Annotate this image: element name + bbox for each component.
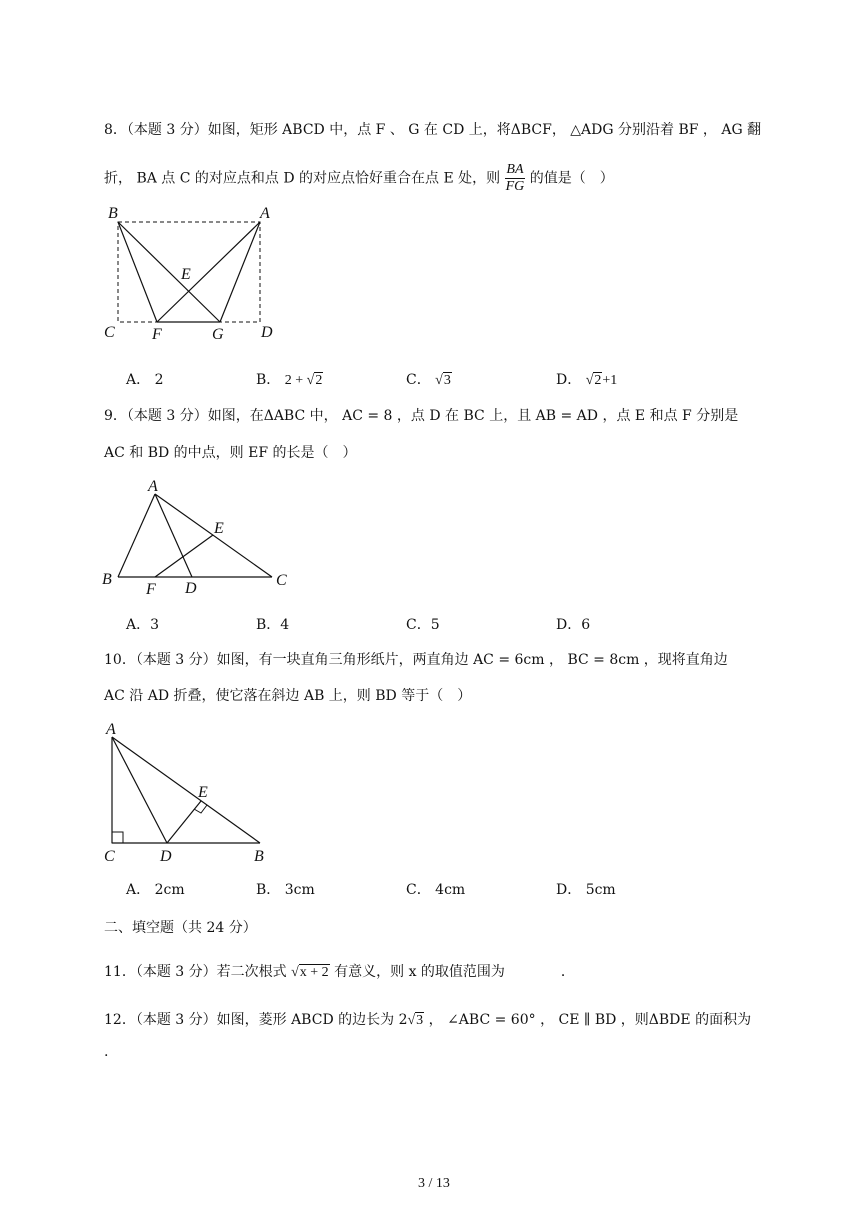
q9-label-c: C xyxy=(276,572,287,589)
q12-stem-post: ， ∠ABC = 60° ， CE ∥ BD ，则ΔBDE 的面积为 xyxy=(428,1012,752,1028)
q8-option-a-value: 2 xyxy=(154,372,164,388)
q8-segment-bf xyxy=(118,222,157,322)
q8-segment-af xyxy=(157,222,260,322)
q11-radicand: x + 2 xyxy=(299,965,329,980)
q8-option-b-value: 2 + √2 xyxy=(284,373,323,388)
q12-stem-line2: . xyxy=(104,1044,109,1060)
q8-option-b[interactable] xyxy=(256,370,323,391)
q8-stem-line2-pre: 折， BA 点 C 的对应点和点 D 的对应点恰好重合在点 E 处，则 xyxy=(104,170,501,187)
q10-label-d: D xyxy=(160,848,172,865)
q8-stem-line1: 8．（本题 3 分）如图，矩形 ABCD 中，点 F 、 G 在 CD 上，将ΔBCF， △ADG 分别沿着 BF ， AG 翻 xyxy=(104,122,762,138)
q8-option-d-key: D． xyxy=(556,372,582,388)
q8-option-d-suffix: +1 xyxy=(602,373,618,388)
q8-option-b-radicand: 2 xyxy=(315,373,323,388)
q8-option-c-value: √3 xyxy=(435,373,451,388)
q8-option-a-key: A． xyxy=(126,372,151,388)
q10-option-b-value: 3cm xyxy=(284,882,315,898)
q9-label-e: E xyxy=(214,520,224,537)
q8-label-b: B xyxy=(108,205,118,222)
q11-stem xyxy=(104,962,575,983)
q9-segment-ab xyxy=(118,494,155,577)
q10-segment-de xyxy=(167,801,201,843)
q9-option-a[interactable]: A．3 xyxy=(126,617,160,633)
q9-figure xyxy=(100,476,300,596)
q8-option-d[interactable] xyxy=(556,370,617,391)
q8-option-c-radicand: 3 xyxy=(443,373,451,388)
q9-label-f: F xyxy=(146,581,156,596)
q10-option-b-key: B． xyxy=(256,882,281,898)
q8-label-e: E xyxy=(181,266,191,283)
q10-label-c: C xyxy=(104,848,115,865)
q9-segment-fe xyxy=(155,535,213,577)
q10-option-b[interactable] xyxy=(256,880,315,900)
q8-segment-bg xyxy=(118,222,220,322)
q10-option-d-value: 5cm xyxy=(585,882,616,898)
q9-label-a: A xyxy=(148,478,158,495)
q10-option-c[interactable] xyxy=(406,880,465,900)
q12-stem-line1 xyxy=(104,1010,751,1031)
q10-option-a[interactable] xyxy=(126,880,185,900)
q8-label-a: A xyxy=(260,205,270,222)
q8-option-d-value: √2+1 xyxy=(585,373,618,388)
q10-label-e: E xyxy=(198,784,208,801)
q10-right-angle-c xyxy=(112,832,123,843)
q10-option-c-value: 4cm xyxy=(435,882,466,898)
q10-figure xyxy=(100,715,280,865)
q8-option-d-radicand: 2 xyxy=(594,373,602,388)
q9-label-d: D xyxy=(185,580,197,596)
q8-label-f: F xyxy=(152,326,162,340)
q10-stem-line2: AC 沿 AD 折叠，使它落在斜边 AB 上，则 BD 等于（ ） xyxy=(104,688,472,704)
q10-option-d[interactable] xyxy=(556,880,616,900)
q8-label-g: G xyxy=(212,326,224,340)
q12-stem-pre: 12．（本题 3 分）如图，菱形 ABCD 的边长为 2 xyxy=(104,1012,408,1028)
q11-stem-post: 有意义，则 x 的取值范围为 ． xyxy=(334,964,575,980)
q8-figure xyxy=(100,200,290,340)
q8-stem-line2-post: 的值是（ ） xyxy=(529,170,614,187)
q9-stem-line2: AC 和 BD 的中点，则 EF 的长是（ ） xyxy=(104,445,357,461)
q10-option-c-key: C． xyxy=(406,882,431,898)
q10-segment-ad xyxy=(112,737,167,843)
q8-option-b-prefix: 2 + xyxy=(284,373,304,388)
q8-fraction-numerator: BA xyxy=(506,162,524,177)
q8-segment-ag xyxy=(220,222,260,322)
q9-stem-line1: 9．（本题 3 分）如图，在ΔABC 中， AC = 8 ，点 D 在 BC 上，且 AB = AD ，点 E 和点 F 分别是 xyxy=(104,408,739,424)
q8-fraction xyxy=(505,162,526,195)
q8-fraction-denominator: FG xyxy=(505,179,525,194)
q8-stem-line2 xyxy=(104,162,614,195)
q10-label-a: A xyxy=(106,721,116,738)
q11-stem-pre: 11．（本题 3 分）若二次根式 xyxy=(104,964,287,980)
q9-option-c[interactable]: C．5 xyxy=(406,617,440,633)
q8-option-b-key: B． xyxy=(256,372,281,388)
q10-right-angle-e xyxy=(194,805,207,813)
q12-radicand: 3 xyxy=(416,1013,424,1028)
section-fill-in-heading: 二、填空题（共 24 分） xyxy=(104,920,257,936)
q10-segment-ab xyxy=(112,737,260,843)
q9-option-d[interactable]: D．6 xyxy=(556,617,591,633)
q11-radical: √x + 2 xyxy=(291,965,329,980)
q8-option-a[interactable] xyxy=(126,370,164,390)
q10-stem-line1: 10．（本题 3 分）如图，有一块直角三角形纸片，两直角边 AC = 6cm ， BC = 8cm ，现将直角边 xyxy=(104,652,728,668)
q10-option-d-key: D． xyxy=(556,882,582,898)
page-number: 3 / 13 xyxy=(418,1176,450,1191)
q10-label-b: B xyxy=(254,848,264,865)
q8-label-d: D xyxy=(261,324,273,340)
q8-option-c-key: C． xyxy=(406,372,431,388)
q9-option-b[interactable]: B．4 xyxy=(256,617,290,633)
q10-option-a-value: 2cm xyxy=(154,882,185,898)
q12-radical: √3 xyxy=(407,1013,424,1028)
q10-option-a-key: A． xyxy=(126,882,151,898)
q9-label-b: B xyxy=(102,571,112,588)
q8-option-c[interactable] xyxy=(406,370,452,391)
q8-label-c: C xyxy=(104,324,115,340)
